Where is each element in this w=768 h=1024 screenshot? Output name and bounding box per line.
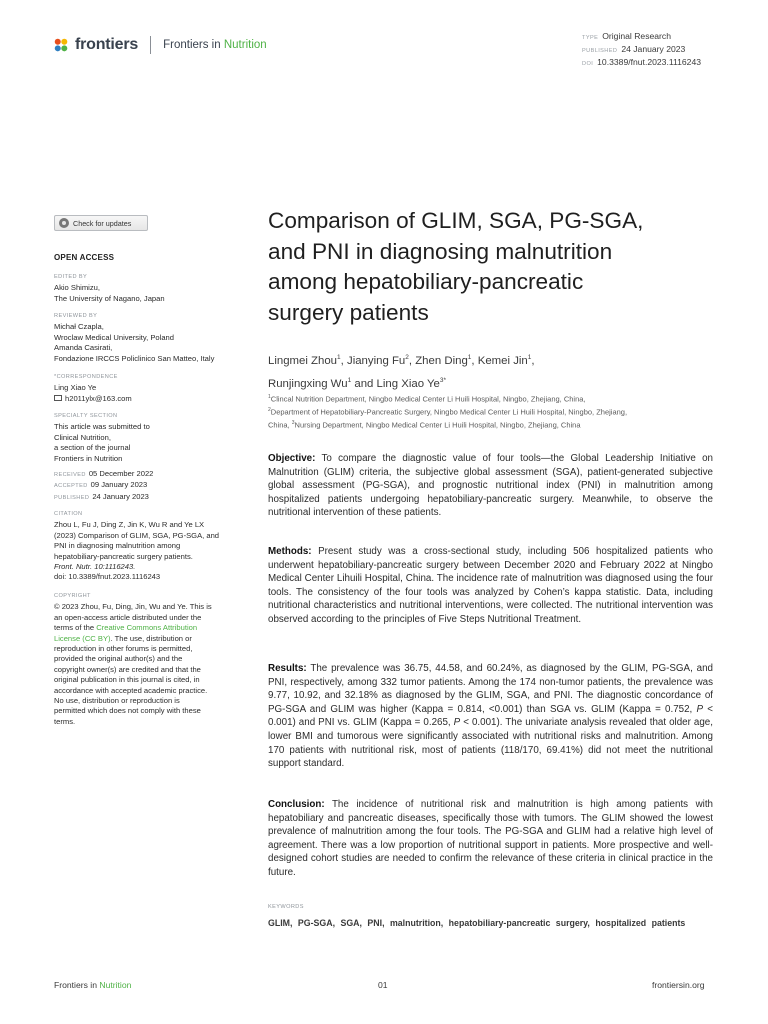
date-accepted: ACCEPTED 09 January 2023 xyxy=(54,480,148,490)
affiliations: $^1$Clincal Nutrition Department, Ningbo Medical Center Li Huili Hospital, Ningbo, Zhejiang, China, $^2$Department of Hepatobiliary-Pancreatic Surgery, Ningbo Medical Center Li Huili Hospital, Ningbo, Zhejiang, China, $^3$Nursing Department, Ningbo Medical Center Li Huili Hospital, Ningbo, Zhejiang, China xyxy=(268,394,628,430)
author-name[interactable]: Runjingxing Wu$^1$ xyxy=(268,377,352,391)
article-title: Comparison of GLIM, SGA, PG-SGA, and PNI in diagnosing malnutrition among hepatobiliary-pancreatic surgery patients xyxy=(268,208,644,325)
logo-divider xyxy=(150,36,151,54)
author-name[interactable]: Jianying Fu$^2$ xyxy=(347,354,409,367)
author-list: Lingmei Zhou$^1$, Jianying Fu$^2$, Zhen Ding$^1$, Kemei Jin$^1$, Runjingxing Wu$^1$ and Ling Xiao $Ye^{3*}$ xyxy=(268,354,535,391)
journal-logo[interactable] xyxy=(54,36,267,54)
page-number: 01 xyxy=(378,980,388,990)
citation-doi[interactable]: doi: 10.3389/fnut.2023.1116243 xyxy=(54,572,161,582)
correspondence-email[interactable]: h2011ylx@163.com xyxy=(54,394,254,404)
author-name[interactable]: Lingmei Zhou$^1$ xyxy=(268,354,341,367)
abstract-objective: Objective: To compare the diagnostic value of four tools—the Global Leadership Initiative on Malnutrition (GLIM) criteria, the subjective global assessment (SGA), patient-generated subjective global assessment (PG-SGA), and prognostic nutritional index (PNI) in malnutrition among hospitalized patients undergoing hepatobiliary-pancreatic surgery. Meanwhile, to observe the nutritional intervention of these patients. xyxy=(268,453,713,519)
check-updates-icon xyxy=(59,218,69,228)
meta-published: PUBLISHED 24 January 2023 xyxy=(582,44,686,54)
correspondence-name: Ling Xiao Ye xyxy=(54,383,97,393)
correspondence-section: *CORRESPONDENCE Ling Xiao Ye h2011ylx@163.com xyxy=(54,372,254,404)
author-name[interactable]: Zhen Ding$^1$ xyxy=(415,354,472,367)
author-name[interactable]: Kemei Jin$^1$ xyxy=(477,354,532,367)
copyright-section: COPYRIGHT © 2023 Zhou, Fu, Ding, Jin, Wu and Ye. This is an open-access article distributed under the terms of the Creative Commons Attribution License (CC BY). The use, distribution or reproduction in other forums is permitted, provided the original author(s) and the copyright owner(s) are credited and that the original publication in this journal is cited, in accordance with accepted academic practice. No use, distribution or reproduction is permitted which does not comply with these terms. xyxy=(54,593,212,726)
journal-title: Nutrition xyxy=(223,39,267,51)
frontiers-logo-icon xyxy=(54,38,69,53)
date-received: RECEIVED 05 December 2022 xyxy=(54,469,154,478)
mail-icon xyxy=(54,395,62,401)
specialty-section: SPECIALTY SECTION This article was submitted to Clinical Nutrition, a section of the journal Frontiers in Nutrition xyxy=(54,413,150,463)
article-meta xyxy=(582,31,701,70)
cc-license-link[interactable]: Creative Commons Attribution xyxy=(96,623,198,633)
brand-name: frontiers xyxy=(75,36,139,53)
journal-prefix: Frontiers in xyxy=(163,39,221,51)
abstract-results: Results: The prevalence was 36.75, 44.58, and 60.24%, as diagnosed by the GLIM, PG-SGA, and PNI, respectively, among 332 tumor patients. Among the 174 non-tumor patients, the prevalence was 9.77, 10.92, and 32.18% as diagnosed by the GLIM, SGA, and PNI. The diagnostic concordance of PG-SGA and GLIM was higher (Kappa = 0.814, <0.001) than SGA vs. GLIM (Kappa = 0.752, P < 0.001) and PNI vs. GLIM (Kappa = 0.265, P < 0.001). The univariate analysis revealed that older age, lower BMI and tumorous were significantly associated with nutritional risks and malnutrition. Among 170 patients with nutritional risk, most of patients (118/170, 69.41%) did not meet the nutritional support standard. xyxy=(268,663,714,770)
abstract-methods: Methods: Present study was a cross-sectional study, including 506 hospitalized patients who underwent hepatobiliary-pancreatic surgery between December 2020 and February 2022 at Ningbo Medical Center Lihuili Hospital, China. The incidence rate of malnutrition was diagnosed using the four tools. The consistency of the four tools was analyzed by Cohen’s kappa statistic. Data, including nutritional characteristics and nutritional interventions, were collected. The nutritional intervention was observed according to the principles of Five Steps Nutritional Treatment. xyxy=(268,546,713,625)
meta-doi[interactable]: DOI 10.3389/fnut.2023.1116243 xyxy=(582,57,702,67)
footer-journal[interactable]: Frontiers in Nutrition xyxy=(54,980,132,990)
citation-section: CITATION Zhou L, Fu J, Ding Z, Jin K, Wu R and Ye LX (2023) Comparison of GLIM, SGA, PG-SGA, and PNI in diagnosing malnutrition among hepatobiliary-pancreatic surgery patients. Front. Nutr. 10:1116243. doi: 10.3389/fnut.2023.1116243 xyxy=(54,509,254,583)
author-name[interactable]: Ling Xiao $Ye^{3*}$ xyxy=(376,377,447,391)
keywords-label: KEYWORDS xyxy=(268,904,304,910)
open-access-label: OPEN ACCESS xyxy=(54,253,115,262)
footer-site-link[interactable]: frontiersin.org xyxy=(652,980,705,990)
reviewed-by-section: REVIEWED BY Michał Czapla, Wroclaw Medical University, Poland Amanda Casirati, Fondazione IRCCS Policlinico San Matteo, Italy xyxy=(54,313,215,363)
meta-type: TYPE Original Research xyxy=(582,31,671,41)
edited-by-section: EDITED BY Akio Shimizu, The University of Nagano, Japan xyxy=(54,274,165,303)
dates-section xyxy=(54,469,254,503)
cc-license-link-cont[interactable]: License (CC BY) xyxy=(54,633,111,643)
keywords: GLIM, PG-SGA, SGA, PNI, malnutrition, hepatobiliary-pancreatic surgery, hospitalized patients xyxy=(268,918,686,928)
check-for-updates-button[interactable]: Check for updates xyxy=(54,215,148,231)
abstract-conclusion: Conclusion: The incidence of nutritional risk and malnutrition is high among patients with hepatobiliary and pancreatic diseases, specifically those with tumors. The GLIM showed the lowest prevalence of malnutrition among the four tools. The PG-SGA and GLIM had a relative high level of agreement. There was a low proportion of nutritional support in patients. More prospective and well-designed cohort studies are needed to confirm the relevance of these criteria in clinical practice in the future. xyxy=(268,799,714,878)
date-published: PUBLISHED 24 January 2023 xyxy=(54,491,149,501)
journal-name xyxy=(163,39,267,51)
